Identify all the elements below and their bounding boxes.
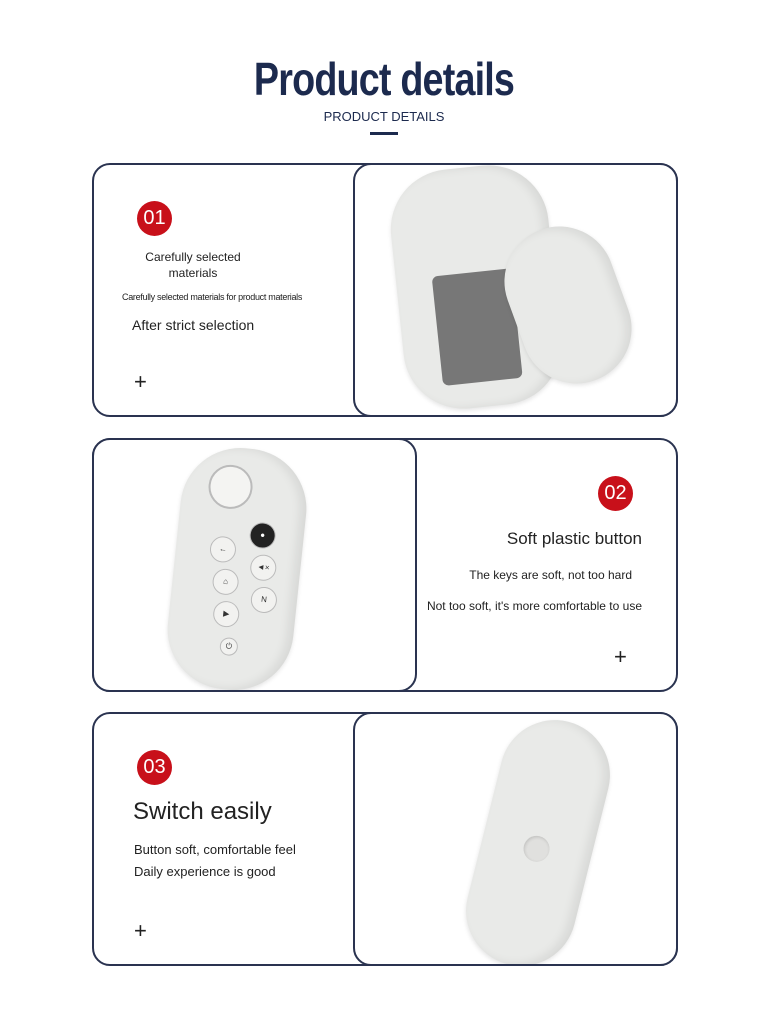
product-image-buttons — [92, 438, 417, 692]
section-line: After strict selection — [132, 317, 255, 333]
netflix-button: N — [250, 586, 279, 615]
remote-back — [454, 712, 621, 966]
expand-plus-icon[interactable]: + — [134, 369, 147, 394]
feature-card-3 — [92, 712, 678, 966]
section-line: Not too soft, it's more comfortable to use — [426, 599, 642, 613]
cover-notch — [521, 833, 553, 865]
power-button: ⏻ — [219, 637, 239, 657]
back-button: ← — [209, 535, 238, 564]
section-line: Button soft, comfortable feel — [134, 842, 296, 857]
section-heading: Soft plastic button — [506, 529, 642, 548]
expand-plus-icon[interactable]: + — [614, 644, 627, 669]
section-number: 03 — [137, 750, 172, 785]
product-image-back — [353, 712, 678, 966]
dpad — [206, 463, 254, 511]
home-button: ⌂ — [211, 568, 240, 597]
page-subtitle: PRODUCT DETAILS — [323, 109, 445, 124]
section-line: The keys are soft, not too hard — [469, 568, 632, 582]
assistant-button: ● — [248, 521, 277, 550]
product-image-battery — [353, 163, 678, 417]
section-heading: Carefully selected materials — [145, 250, 241, 280]
section-line: Daily experience is good — [134, 864, 276, 879]
feature-card-2 — [92, 438, 678, 692]
youtube-button: ▶ — [212, 600, 241, 629]
mute-button: ◄× — [249, 553, 278, 582]
section-number: 02 — [598, 476, 633, 511]
section-heading: Switch easily — [133, 798, 272, 825]
page-title: Product details — [253, 53, 515, 105]
section-line: Carefully selected materials for product materials — [122, 292, 303, 302]
feature-card-1 — [92, 163, 678, 417]
expand-plus-icon[interactable]: + — [134, 918, 147, 943]
section-number: 01 — [137, 201, 172, 236]
title-underline — [370, 132, 398, 135]
remote-front — [162, 442, 313, 692]
